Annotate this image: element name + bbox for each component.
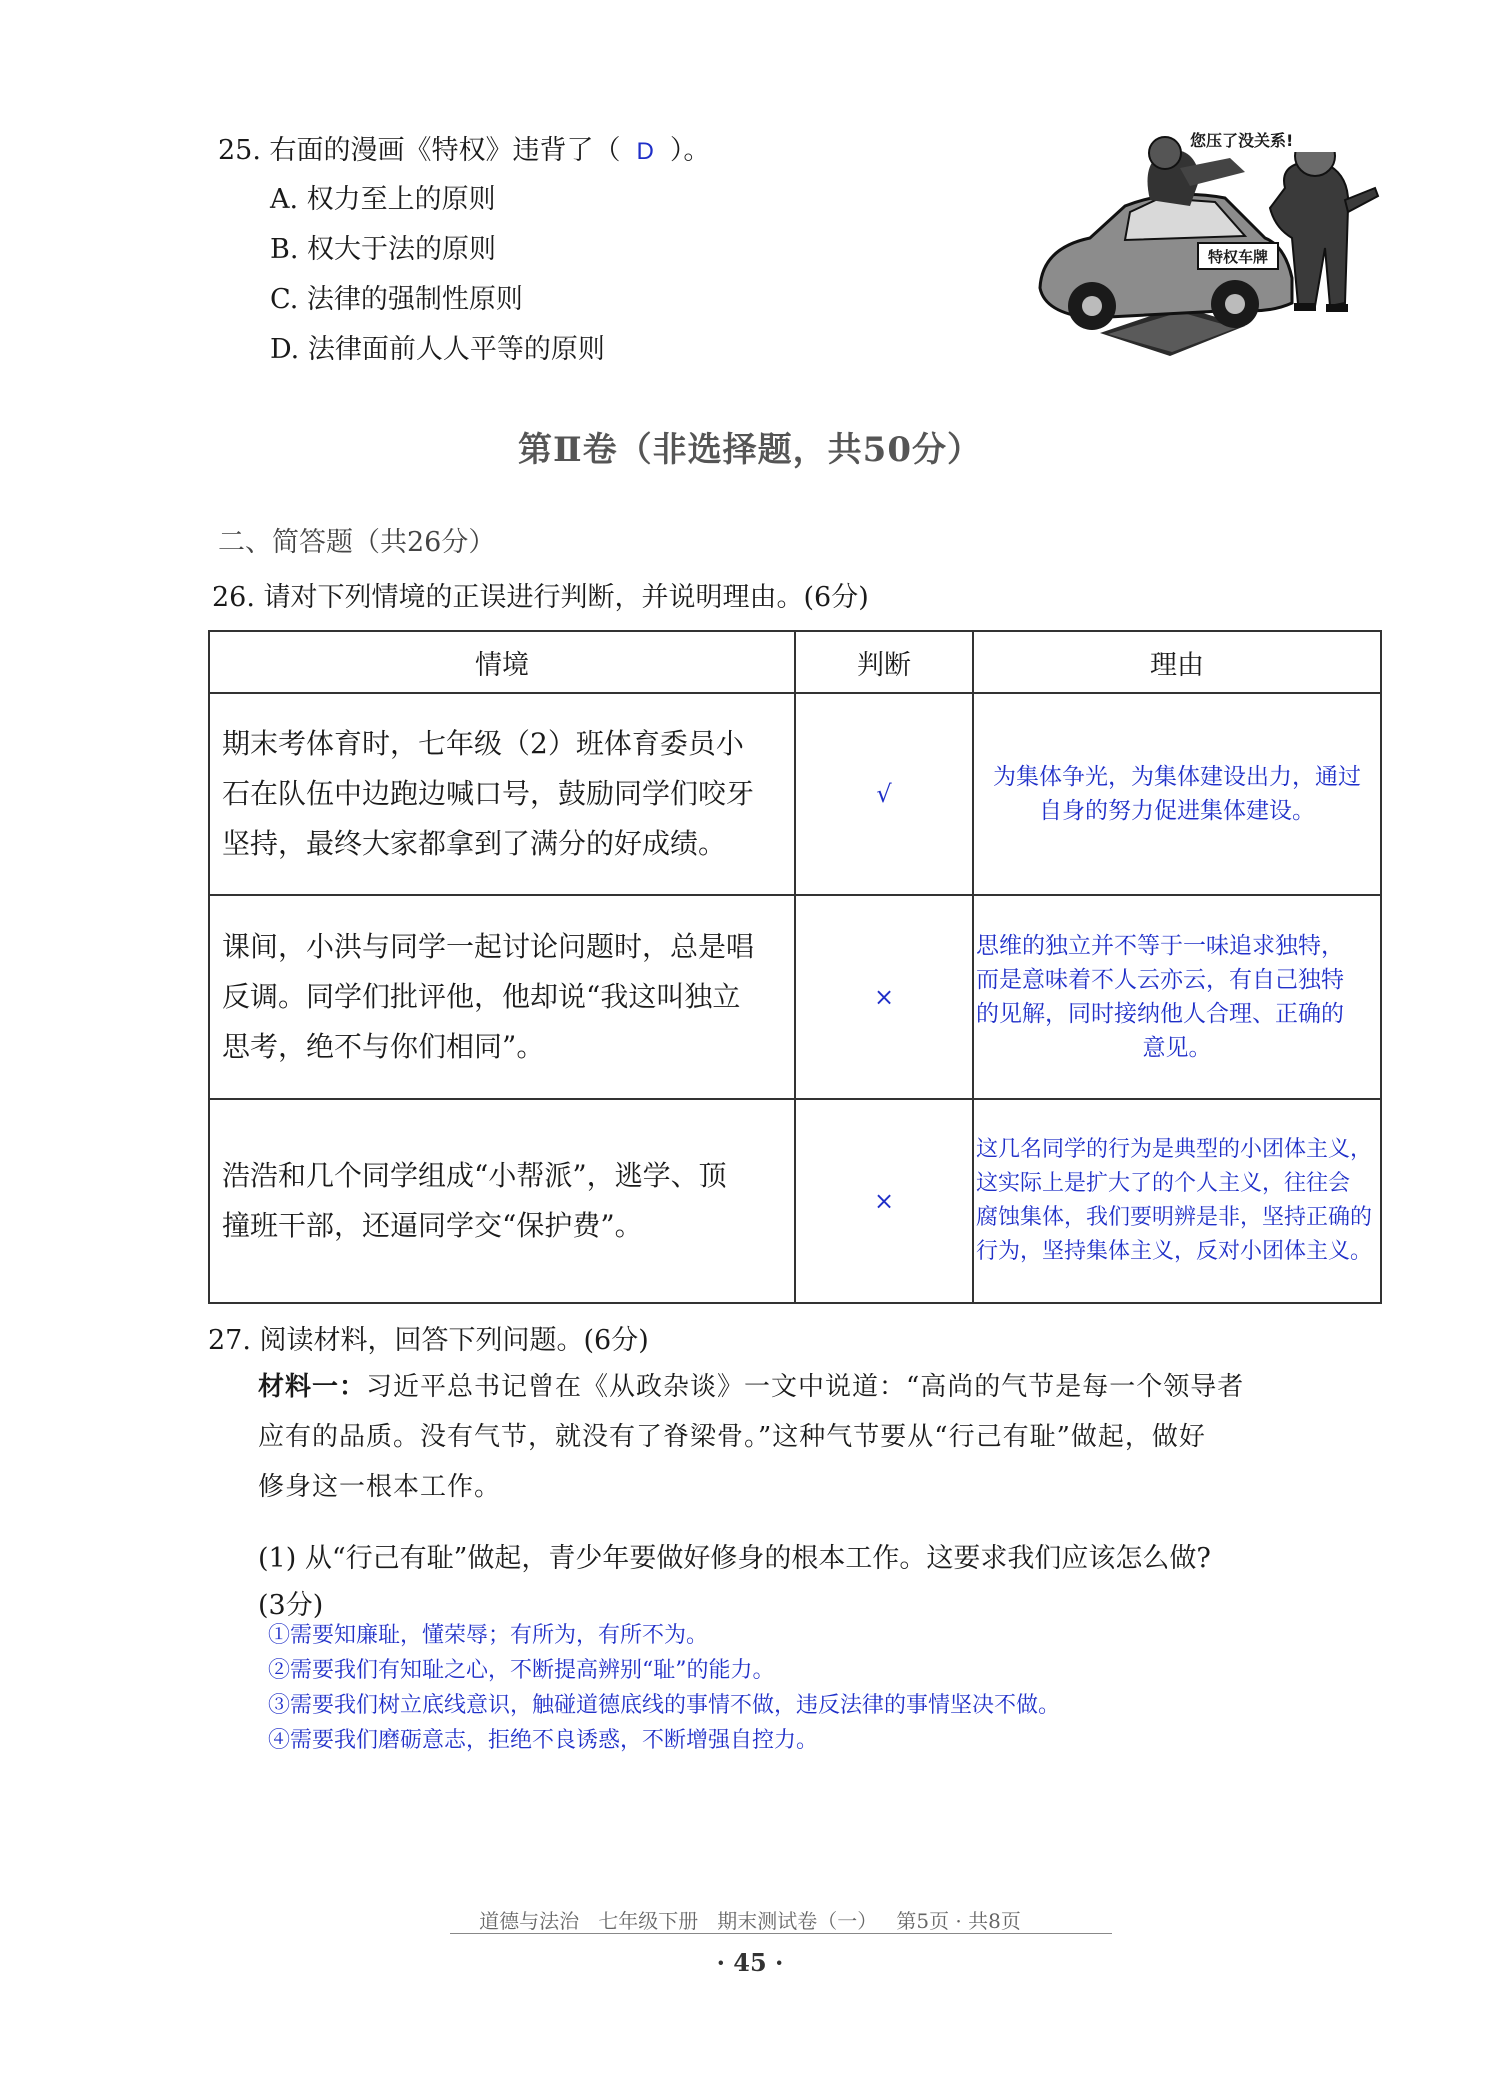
reason-line: 意见。 <box>1142 1035 1212 1061</box>
q27-answers <box>268 1618 1060 1758</box>
situation-line: 反调。同学们批评他，他却说“我这叫独立 <box>222 980 741 1013</box>
reason-line: 思维的独立并不等于一味追求独特， <box>976 933 1344 959</box>
q25-option-a: A. 权力至上的原则 <box>270 184 496 215</box>
reason-line: 这几名同学的行为是典型的小团体主义， <box>976 1137 1373 1162</box>
reason-cell <box>973 895 1381 1099</box>
judgement-cell: × <box>795 1099 973 1303</box>
situation-line: 坚持，最终大家都拿到了满分的好成绩。 <box>222 827 727 860</box>
reason-line: 而是意味着不人云亦云，有自己独特 <box>976 967 1344 993</box>
cartoon-plate: 特权车牌 <box>1207 248 1268 266</box>
answer-line: ①需要知廉耻，懂荣辱；有所为，有所不为。 <box>268 1623 709 1648</box>
q27-material <box>258 1362 1388 1512</box>
header-situation: 情境 <box>209 631 795 693</box>
answer-line: ④需要我们磨砺意志，拒绝不良诱惑，不断增强自控力。 <box>268 1728 819 1753</box>
reason-cell <box>973 1099 1381 1303</box>
q25-stem-after: ）。 <box>669 135 711 166</box>
situation-cell <box>209 1099 795 1303</box>
table-header-row <box>209 631 1381 693</box>
material-label: 材料一： <box>258 1372 367 1402</box>
q25-option-b: B. 权大于法的原则 <box>270 234 497 265</box>
cartoon-speech: 您压了没关系! <box>1190 131 1294 150</box>
reason-line: 的见解，同时接纳他人合理、正确的 <box>976 1001 1344 1027</box>
situation-line: 浩浩和几个同学组成“小帮派”，逃学、顶 <box>222 1159 727 1192</box>
page-number: · 45 · <box>716 1948 784 1977</box>
situation-cell <box>209 895 795 1099</box>
reason-line: 腐蚀集体，我们要明辨是非，坚持正确的 <box>976 1205 1373 1230</box>
answer-line: ③需要我们树立底线意识，触碰道德底线的事情不做，违反法律的事情坚决不做。 <box>268 1693 1061 1718</box>
running-footer: 道德与法治 七年级下册 期末测试卷（一） 第5页 · 共8页 <box>479 1909 1021 1933</box>
material-line <box>258 1362 1388 1412</box>
q25-stem-before: 25. 右面的漫画《特权》违背了（ <box>218 135 621 166</box>
reason-line: 这实际上是扩大了的个人主义，往往会 <box>976 1171 1351 1196</box>
table-row <box>209 1099 1381 1303</box>
q27-stem: 27. 阅读材料，回答下列问题。(6分) <box>208 1325 649 1356</box>
reason-line: 为集体争光，为集体建设出力，通过 <box>993 764 1361 790</box>
situation-line: 撞班干部，还逼同学交“保护费”。 <box>222 1209 643 1242</box>
q27-sub-question-1-score: (3分) <box>258 1590 324 1621</box>
judgement-cell: × <box>795 895 973 1099</box>
situation-line: 课间，小洪与同学一起讨论问题时，总是唱 <box>222 930 755 963</box>
q26-stem: 26. 请对下列情境的正误进行判断，并说明理由。(6分) <box>212 582 869 613</box>
table-row <box>209 693 1381 895</box>
privilege-cartoon <box>1030 128 1380 363</box>
material-line: 应有的品质。没有气节，就没有了脊梁骨。”这种气节要从“行己有耻”做起，做好 <box>258 1422 1206 1452</box>
q25-answer: D <box>636 138 654 165</box>
situation-line: 期末考体育时，七年级（2）班体育委员小 <box>222 727 744 760</box>
situation-line: 思考，绝不与你们相同”。 <box>222 1030 545 1063</box>
q27-sub-question-1: (1) 从“行己有耻”做起，青少年要做好修身的根本工作。这要求我们应该怎么做? <box>258 1543 1211 1574</box>
answer-line: ②需要我们有知耻之心，不断提高辨别“耻”的能力。 <box>268 1658 775 1683</box>
material-line: 修身这一根本工作。 <box>258 1472 502 1502</box>
reason-line: 自身的努力促进集体建设。 <box>1039 798 1315 824</box>
situation-line: 石在队伍中边跑边喊口号，鼓励同学们咬牙 <box>222 777 755 810</box>
header-reason: 理由 <box>973 631 1381 693</box>
q26-table <box>208 630 1382 1304</box>
judgement-cell: √ <box>795 693 973 895</box>
table-row <box>209 895 1381 1099</box>
part-title: 二、简答题（共26分） <box>218 527 496 558</box>
q25-stem <box>218 128 710 167</box>
reason-line: 行为，坚持集体主义，反对小团体主义。 <box>976 1239 1373 1264</box>
situation-cell <box>209 693 795 895</box>
section-title: 第Ⅱ卷（非选择题，共50分） <box>518 430 982 470</box>
reason-cell <box>973 693 1381 895</box>
material-text: 习近平总书记曾在《从政杂谈》一文中说道：“高尚的气节是每一个领导者 <box>366 1372 1245 1402</box>
footer-rule <box>450 1933 1112 1934</box>
q25-option-c: C. 法律的强制性原则 <box>270 284 523 315</box>
q25-option-d: D. 法律面前人人平等的原则 <box>270 334 605 365</box>
header-judgement: 判断 <box>795 631 973 693</box>
